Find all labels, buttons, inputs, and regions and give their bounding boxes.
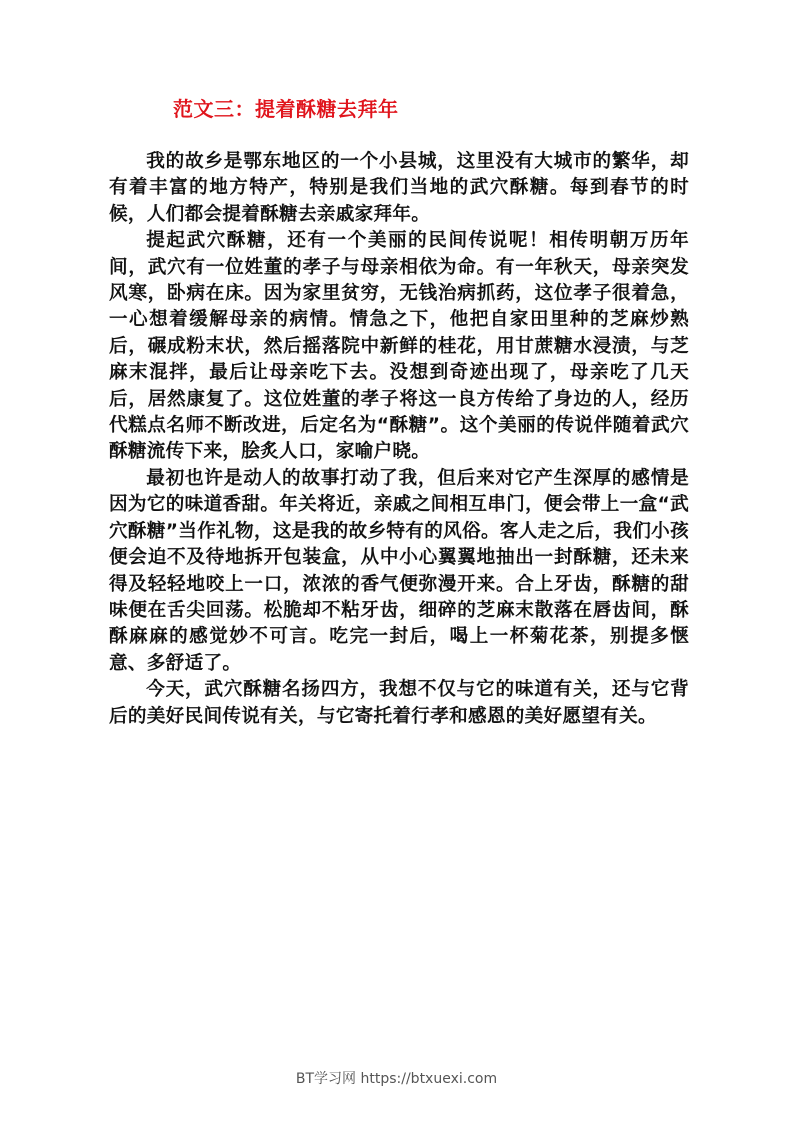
page-title: 范文三：提着酥糖去拜年 (173, 97, 399, 121)
paragraph-3: 最初也许是动人的故事打动了我，但后来对它产生深厚的感情是因为它的味道香甜。年关将近，亲戚之间相互串门，便会带上一盒“武穴酥糖”当作礼物，这是我的故乡特有的风俗。客人走之后，我们小孩便会迫不及待地拆开包装盒，从中小心翼翼地抽出一封酥糖，还未来得及轻轻地咬上一口，浓浓的香气便弥漫开来。合上牙齿，酥糖的甜味便在舌尖回荡。松脆却不粘牙齿，细碎的芝麻末散落在唇齿间，酥酥麻麻的感觉妙不可言。吃完一封后，喝上一杯菊花茶，别提多惬意、多舒适了。 (109, 467, 689, 674)
paragraph-4: 今天，武穴酥糖名扬四方，我想不仅与它的味道有关，还与它背后的美好民间传说有关，与它寄托着行孝和感恩的美好愿望有关。 (109, 679, 689, 727)
paragraph-1: 我的故乡是鄂东地区的一个小县城，这里没有大城市的繁华，却有着丰富的地方特产，特别是我们当地的武穴酥糖。每到春节的时候，人们都会提着酥糖去亲戚家拜年。 (109, 151, 689, 225)
paragraph-2: 提起武穴酥糖，还有一个美丽的民间传说呢！相传明朝万历年间，武穴有一位姓董的孝子与母亲相依为命。有一年秋天，母亲突发风寒，卧病在床。因为家里贫穷，无钱治病抓药，这位孝子很着急，一心想着缓解母亲的病情。情急之下，他把自家田里种的芝麻炒熟后，碾成粉末状，然后摇落院中新鲜的桂花，用甘蔗糖水浸渍，与芝麻末混拌，最后让母亲吃下去。没想到奇迹出现了，母亲吃了几天后，居然康复了。这位姓董的孝子将这一良方传给了身边的人，经历代糕点名师不断改进，后定名为“酥糖”。这个美丽的传说伴随着武穴酥糖流传下来，脍炙人口，家喻户晓。 (109, 230, 689, 463)
footer-watermark: BT学习网 https://btxuexi.com (295, 1071, 498, 1087)
essay-body (109, 149, 689, 730)
